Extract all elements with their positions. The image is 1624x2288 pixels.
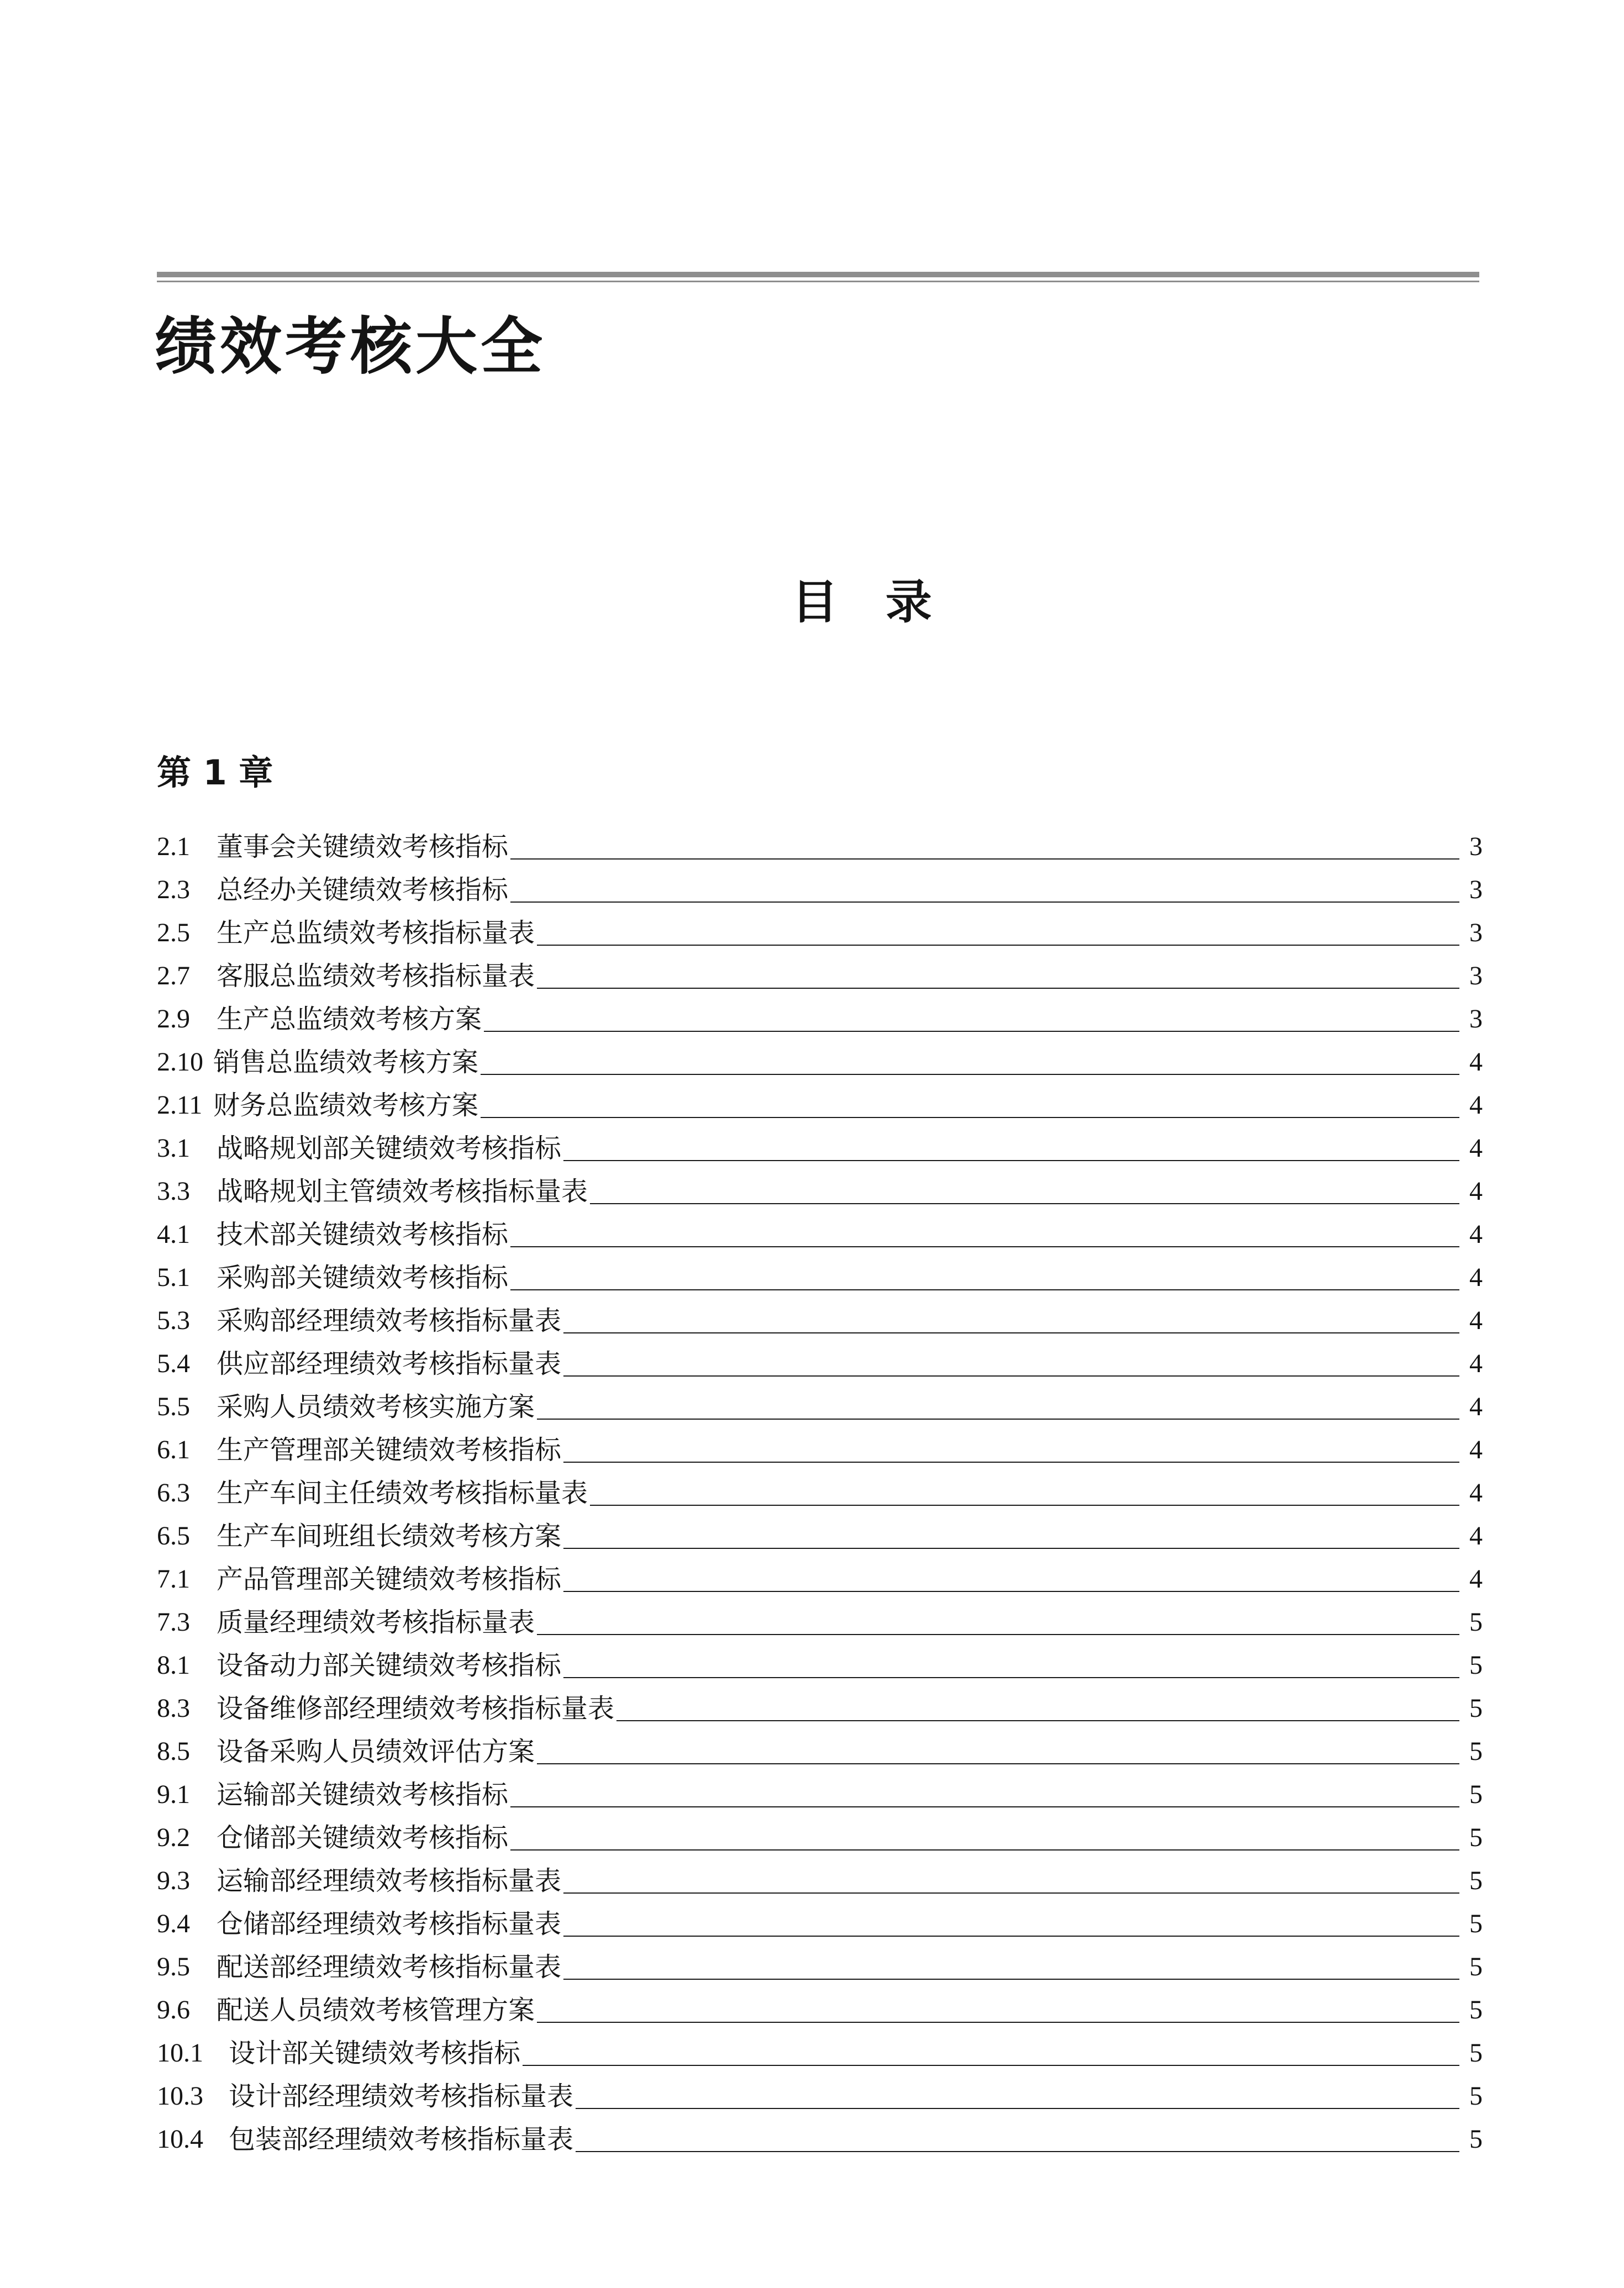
toc-entry-number: 4.1 [157,1220,190,1249]
toc-entry[interactable] [157,998,1483,1041]
toc-entry[interactable] [157,1342,1483,1385]
toc-entry-page: 3 [1469,918,1483,947]
toc-entry[interactable] [157,1558,1483,1601]
toc-entry[interactable] [157,2118,1483,2161]
toc-entry[interactable] [157,911,1483,955]
toc-entry[interactable] [157,1084,1483,1127]
toc-entry[interactable] [157,1644,1483,1687]
toc-entry[interactable] [157,1816,1483,1859]
toc-leader-line [535,2022,1459,2023]
toc-entry-number: 2.9 [157,1004,190,1034]
toc-leader-line [520,2065,1459,2066]
toc-entry[interactable] [157,1385,1483,1428]
toc-entry-page: 4 [1469,1134,1483,1163]
toc-entry-page: 3 [1469,875,1483,904]
toc-entry-page: 4 [1469,1392,1483,1421]
toc-entry-title[interactable]: 设备采购人员绩效评估方案 [217,1730,537,1773]
chapter-heading: 第 1 章 [157,752,273,793]
header-rule-thin [157,281,1479,282]
toc-entry-number: 2.3 [157,875,190,904]
toc-entry-title[interactable]: 技术部关键绩效考核指标 [217,1213,510,1256]
toc-entry-number: 6.3 [157,1478,190,1507]
toc-entry[interactable] [157,1902,1483,1946]
toc-entry[interactable] [157,1687,1483,1730]
toc-leader-line [573,2151,1459,2152]
toc-entry-page: 4 [1469,1090,1483,1120]
toc-entry-title[interactable]: 生产管理部关键绩效考核指标 [217,1428,563,1472]
toc-entry-page: 5 [1469,1737,1483,1766]
toc-leader-line [561,1979,1459,1980]
toc-entry-title[interactable]: 设计部关键绩效考核指标 [229,2032,523,2075]
toc-entry-number: 5.5 [157,1392,190,1421]
toc-entry-title[interactable]: 采购部关键绩效考核指标 [217,1256,510,1299]
toc-entry-page: 4 [1469,1263,1483,1292]
toc-entry-title[interactable]: 生产总监绩效考核方案 [217,998,484,1041]
toc-entry-number: 9.2 [157,1823,190,1852]
toc-entry-title[interactable]: 包装部经理绩效考核指标量表 [229,2118,576,2161]
toc-entry-title[interactable]: 生产车间班组长绩效考核方案 [217,1515,563,1558]
toc-entry-page: 3 [1469,1004,1483,1034]
toc-entry-title[interactable]: 仓储部经理绩效考核指标量表 [217,1902,563,1946]
toc-entry-page: 4 [1469,1220,1483,1249]
toc-entry-title[interactable]: 战略规划主管绩效考核指标量表 [217,1170,590,1213]
toc-entry-page: 5 [1469,1694,1483,1723]
toc-entry-page: 3 [1469,832,1483,861]
toc-leader-line [535,1763,1459,1764]
toc-leader-line [508,858,1459,860]
toc-entry-page: 4 [1469,1047,1483,1077]
toc-entry-number: 3.3 [157,1177,190,1206]
toc-entry-title[interactable]: 产品管理部关键绩效考核指标 [217,1558,563,1601]
toc-leader-line [561,1332,1459,1333]
toc-entry[interactable] [157,2032,1483,2075]
toc-leader-line [561,1591,1459,1592]
toc-entry-page: 5 [1469,1909,1483,1938]
toc-entry[interactable] [157,2075,1483,2118]
toc-entry-page: 3 [1469,961,1483,990]
toc-entry[interactable] [157,1428,1483,1472]
toc-entry-number: 9.6 [157,1995,190,2025]
toc-entry-title[interactable]: 设备维修部经理绩效考核指标量表 [217,1687,616,1730]
toc-entry[interactable] [157,1127,1483,1170]
toc-entry-number: 10.3 [157,2081,203,2111]
toc-entry[interactable] [157,1730,1483,1773]
toc-entry-number: 5.1 [157,1263,190,1292]
toc-entry-number: 7.3 [157,1607,190,1637]
toc-entry-number: 7.1 [157,1564,190,1594]
toc-entry-page: 4 [1469,1564,1483,1594]
toc-leader-line [614,1720,1459,1721]
toc-entry-page: 5 [1469,2081,1483,2111]
toc-entry-number: 9.3 [157,1866,190,1895]
toc-entry[interactable] [157,825,1483,868]
toc-entry-number: 2.7 [157,961,190,990]
toc-entry-page: 5 [1469,1651,1483,1680]
toc-entry[interactable] [157,1859,1483,1902]
toc-entry-page: 4 [1469,1521,1483,1551]
toc-entry[interactable] [157,1515,1483,1558]
toc-entry-number: 8.1 [157,1651,190,1680]
toc-entry[interactable] [157,1041,1483,1084]
toc-leader-line [508,1289,1459,1290]
toc-entry[interactable] [157,868,1483,911]
toc-entry-page: 5 [1469,2124,1483,2154]
toc-entry-number: 9.1 [157,1780,190,1809]
toc-entry[interactable] [157,1601,1483,1644]
toc-entry-page: 5 [1469,1952,1483,1981]
toc-leader-line [535,1634,1459,1635]
toc-entry-title[interactable]: 财务总监绩效考核方案 [213,1084,481,1127]
toc-entry[interactable] [157,1213,1483,1256]
toc-entry-number: 2.1 [157,832,190,861]
toc-entry-number: 8.3 [157,1694,190,1723]
toc-entry-title[interactable]: 客服总监绩效考核指标量表 [217,955,537,998]
toc-entry-number: 10.1 [157,2038,203,2068]
toc-entry-title[interactable]: 质量经理绩效考核指标量表 [217,1601,537,1644]
toc-entry-title[interactable]: 生产车间主任绩效考核指标量表 [217,1472,590,1515]
toc-leader-line [482,1031,1459,1032]
toc-entry-title[interactable]: 配送人员绩效考核管理方案 [217,1989,537,2032]
toc-entry-page: 4 [1469,1349,1483,1378]
toc-entry-number: 5.3 [157,1306,190,1335]
toc-leader-line [561,1375,1459,1377]
toc-entry-number: 3.1 [157,1134,190,1163]
toc-entry-page: 5 [1469,1607,1483,1637]
toc-entry-title[interactable]: 运输部关键绩效考核指标 [217,1773,510,1816]
header-rule-thick [157,272,1479,277]
toc-entry[interactable] [157,1989,1483,2032]
toc-entry-number: 2.11 [157,1090,203,1120]
toc-leader-line [588,1505,1459,1506]
toc-entry-number: 8.5 [157,1737,190,1766]
toc-leader-line [561,1462,1459,1463]
toc-leader-line [561,1892,1459,1894]
toc-leader-line [535,945,1459,946]
toc-entry-page: 4 [1469,1478,1483,1507]
toc-entry-page: 4 [1469,1306,1483,1335]
toc-entry[interactable] [157,1256,1483,1299]
toc-leader-line [478,1117,1459,1118]
toc-entry-page: 5 [1469,1780,1483,1809]
book-title: 绩效考核大全 [155,311,546,383]
toc-entry[interactable] [157,1946,1483,1989]
toc-entry-title[interactable]: 总经办关键绩效考核指标 [217,868,510,911]
toc-entry-number: 5.4 [157,1349,190,1378]
toc-entry-number: 6.5 [157,1521,190,1551]
toc-entry-title[interactable]: 仓储部关键绩效考核指标 [217,1816,510,1859]
toc-leader-line [588,1203,1459,1204]
toc-entry-title[interactable]: 董事会关键绩效考核指标 [217,825,510,868]
toc-entry-title[interactable]: 战略规划部关键绩效考核指标 [217,1127,563,1170]
toc-entry-title[interactable]: 采购部经理绩效考核指标量表 [217,1299,563,1342]
toc-leader-line [508,902,1459,903]
toc-leader-line [508,1849,1459,1851]
toc-entry-title[interactable]: 设备动力部关键绩效考核指标 [217,1644,563,1687]
toc-entry-title[interactable]: 销售总监绩效考核方案 [213,1041,481,1084]
toc-entry-number: 2.10 [157,1047,203,1077]
toc-leader-line [535,1419,1459,1420]
toc-entry[interactable] [157,1299,1483,1342]
toc-entry-number: 9.4 [157,1909,190,1938]
toc-leader-line [561,1160,1459,1161]
toc-entry[interactable] [157,1773,1483,1816]
toc-entry-number: 9.5 [157,1952,190,1981]
toc-leader-line [508,1246,1459,1247]
toc-list [157,825,1483,2161]
toc-entry[interactable] [157,1472,1483,1515]
toc-entry-title[interactable]: 设计部经理绩效考核指标量表 [229,2075,576,2118]
toc-entry[interactable] [157,955,1483,998]
toc-entry[interactable] [157,1170,1483,1213]
toc-entry-page: 5 [1469,1823,1483,1852]
toc-entry-title[interactable]: 生产总监绩效考核指标量表 [217,911,537,955]
toc-leader-line [535,988,1459,989]
toc-leader-line [561,1677,1459,1678]
toc-entry-number: 2.5 [157,918,190,947]
toc-leader-line [561,1548,1459,1549]
toc-entry-page: 4 [1469,1177,1483,1206]
toc-leader-line [573,2108,1459,2109]
toc-entry-page: 5 [1469,1995,1483,2025]
toc-leader-line [561,1936,1459,1937]
toc-leader-line [508,1806,1459,1807]
toc-entry-title[interactable]: 配送部经理绩效考核指标量表 [217,1946,563,1989]
toc-entry-number: 10.4 [157,2124,203,2154]
toc-entry-title[interactable]: 运输部经理绩效考核指标量表 [217,1859,563,1902]
toc-entry-title[interactable]: 采购人员绩效考核实施方案 [217,1385,537,1428]
toc-entry-title[interactable]: 供应部经理绩效考核指标量表 [217,1342,563,1385]
toc-heading: 目录 [792,575,980,629]
toc-leader-line [478,1074,1459,1075]
toc-entry-page: 4 [1469,1435,1483,1464]
toc-entry-page: 5 [1469,1866,1483,1895]
toc-entry-number: 6.1 [157,1435,190,1464]
toc-entry-page: 5 [1469,2038,1483,2068]
